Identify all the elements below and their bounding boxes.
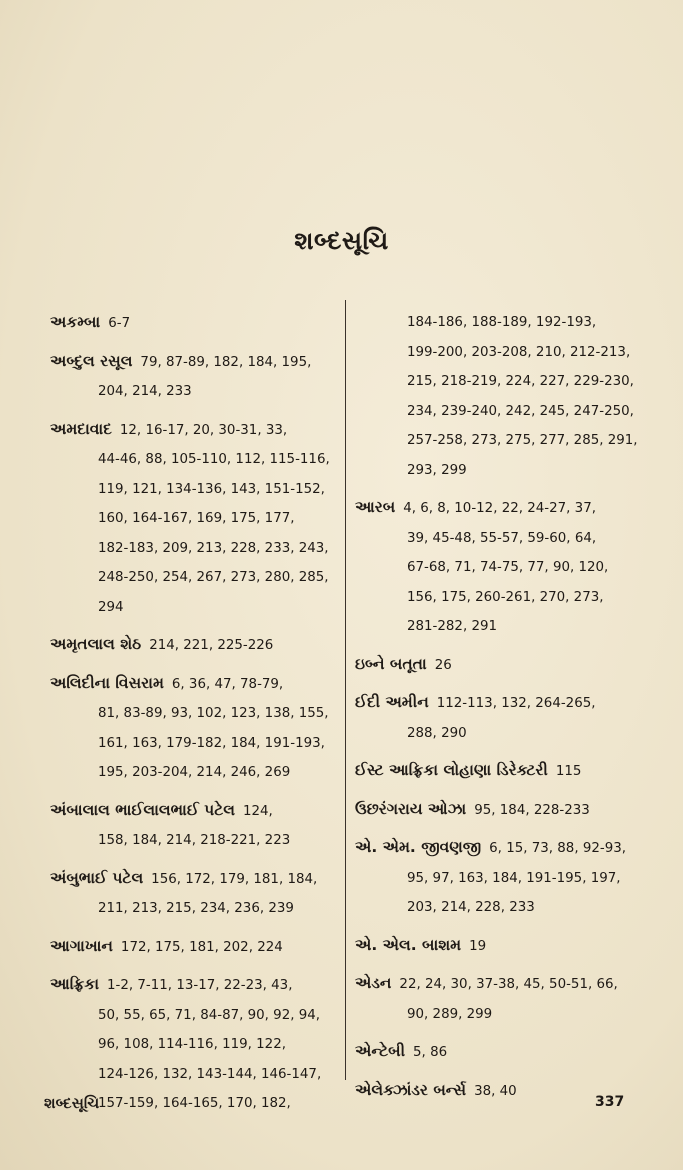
index-entry	[355, 493, 665, 642]
index-entry-line	[355, 367, 665, 397]
page-references: 115	[555, 764, 582, 779]
index-entry-line	[50, 1030, 350, 1060]
index-entry	[355, 969, 665, 1029]
index-entry-line	[50, 445, 350, 475]
page-references: 182-183, 209, 213, 228, 233, 243,	[98, 540, 329, 556]
index-entry	[355, 756, 665, 787]
page-number: 337	[595, 1094, 625, 1110]
page-references: 90, 289, 299	[407, 1006, 493, 1022]
index-term: એલેક્ઝાંડર બર્ન્સ	[355, 1080, 467, 1099]
index-entry-line	[50, 347, 350, 378]
index-entry	[50, 415, 350, 623]
index-entry-line	[50, 796, 350, 827]
page-references: 293, 299	[407, 462, 467, 478]
page-references: 281-282, 291	[407, 619, 498, 634]
index-term: એ. એમ. જીવણજી	[355, 838, 482, 856]
index-entry-line	[355, 864, 665, 894]
index-entry-line	[355, 397, 665, 427]
page-references: 39, 45-48, 55-57, 59-60, 64,	[407, 530, 597, 546]
page-references: 38, 40	[474, 1083, 517, 1099]
page-references: 44-46, 88, 105-110, 112, 115-116,	[98, 452, 330, 467]
index-entry	[50, 864, 350, 924]
index-term: આગાખાન	[50, 936, 113, 955]
index-term: અબ્દુલ રસૂલ	[50, 351, 133, 370]
index-column-right	[355, 308, 665, 1114]
index-term: ઈદી અમીન	[355, 693, 429, 711]
index-entry-line	[50, 593, 350, 623]
index-entry-line	[50, 826, 350, 856]
page-references: 19	[469, 938, 487, 954]
index-term: આફ્રિકા	[50, 975, 100, 993]
index-term: એડન	[355, 974, 392, 992]
index-entry	[355, 1037, 665, 1068]
index-entry-line	[355, 650, 665, 681]
page-references: 5, 86	[413, 1045, 448, 1060]
index-entry-line	[50, 699, 350, 729]
page-references: 112-113, 132, 264-265,	[436, 696, 596, 711]
page-references: 204, 214, 233	[98, 384, 192, 399]
index-entry	[50, 932, 350, 963]
page-references: 1-2, 7-11, 13-17, 22-23, 43,	[107, 978, 293, 993]
index-entry-line	[50, 758, 350, 788]
index-entry	[50, 347, 350, 407]
page-references: 81, 83-89, 93, 102, 123, 138, 155,	[98, 706, 329, 721]
index-term: ઈસ્ટ આફ્રિકા લોહાણા ડિરેક્ટરી	[355, 761, 548, 779]
index-entry-line	[355, 426, 665, 456]
page-references: 6, 15, 73, 88, 92-93,	[489, 841, 627, 856]
index-entry-line	[50, 894, 350, 924]
page-references: 124,	[242, 803, 273, 819]
index-entry	[50, 669, 350, 788]
index-entry-line	[50, 563, 350, 593]
page-references: 288, 290	[407, 725, 467, 741]
page-references: 50, 55, 65, 71, 84-87, 90, 92, 94,	[98, 1007, 321, 1023]
index-entry-line	[50, 504, 350, 534]
index-entry	[50, 630, 350, 661]
index-entry	[355, 650, 665, 681]
index-entry-line	[355, 1037, 665, 1068]
index-entry	[355, 308, 665, 485]
page-references: 214, 221, 225-226	[149, 638, 274, 653]
index-entry-line	[50, 669, 350, 700]
page-references: 248-250, 254, 267, 273, 280, 285,	[98, 570, 329, 585]
index-entry-line	[50, 377, 350, 407]
index-entry-line	[50, 932, 350, 963]
index-entry	[50, 308, 350, 339]
index-entry	[355, 833, 665, 923]
page-references: 26	[434, 657, 452, 673]
index-entry-line	[355, 1000, 665, 1030]
index-entry-line	[355, 931, 665, 962]
index-entry-line	[355, 719, 665, 749]
page-references: 161, 163, 179-182, 184, 191-193,	[98, 735, 325, 751]
page-references: 79, 87-89, 182, 184, 195,	[140, 354, 312, 370]
index-entry-line	[50, 1060, 350, 1090]
page-references: 234, 239-240, 242, 245, 247-250,	[407, 403, 634, 419]
page-references: 211, 213, 215, 234, 236, 239	[98, 901, 294, 916]
page-title: શબ્દસૂચિ	[294, 226, 389, 255]
index-term: અમૃતલાલ શેઠ	[50, 635, 142, 653]
page-references: 22, 24, 30, 37-38, 45, 50-51, 66,	[399, 977, 618, 992]
page-references: 95, 184, 228-233	[474, 802, 590, 818]
index-entry-line	[50, 630, 350, 661]
index-column-left	[50, 308, 350, 1127]
page-references: 215, 218-219, 224, 227, 229-230,	[407, 374, 634, 389]
page-references: 6-7	[108, 316, 131, 331]
page-references: 12, 16-17, 20, 30-31, 33,	[119, 422, 288, 438]
index-entry-line	[355, 612, 665, 642]
index-entry-line	[50, 729, 350, 759]
page-references: 6, 36, 47, 78-79,	[171, 676, 284, 692]
index-entry-line	[355, 338, 665, 368]
index-entry-line	[355, 493, 665, 524]
index-entry-line	[50, 1001, 350, 1031]
page-references: 124-126, 132, 143-144, 146-147,	[98, 1066, 322, 1082]
index-term: અમદાવાદ	[50, 419, 112, 438]
index-entry-line	[355, 583, 665, 613]
page-references: 160, 164-167, 169, 175, 177,	[98, 511, 295, 526]
index-term: એ. એલ. બાશમ	[355, 935, 462, 954]
page-references: 294	[98, 599, 124, 615]
page-references: 257-258, 273, 275, 277, 285, 291,	[407, 433, 638, 448]
index-term: ઉછરંગરાય ઓઝા	[355, 799, 467, 818]
index-entry-line	[355, 756, 665, 787]
index-entry-line	[355, 795, 665, 826]
index-entry	[50, 796, 350, 856]
index-term: અલિદીના વિસરામ	[50, 673, 164, 692]
page-references: 95, 97, 163, 184, 191-195, 197,	[407, 870, 621, 886]
page-references: 199-200, 203-208, 210, 212-213,	[407, 344, 631, 360]
page-references: 96, 108, 114-116, 119, 122,	[98, 1037, 286, 1052]
index-entry-line	[50, 864, 350, 895]
index-entry-line	[355, 969, 665, 1000]
index-entry-line	[355, 456, 665, 486]
page-references: 157-159, 164-165, 170, 182,	[98, 1096, 291, 1111]
index-entry	[355, 931, 665, 962]
index-term: અંબાલાલ ભાઈલાલભાઈ પટેલ	[50, 800, 235, 819]
index-term: અકમ્બા	[50, 313, 101, 331]
page-references: 156, 175, 260-261, 270, 273,	[407, 589, 604, 605]
page-references: 119, 121, 134-136, 143, 151-152,	[98, 481, 325, 497]
page-references: 158, 184, 214, 218-221, 223	[98, 833, 291, 848]
index-entry-line	[50, 475, 350, 505]
index-term: ઇબ્ને બતૂતા	[355, 654, 427, 673]
page-references: 184-186, 188-189, 192-193,	[407, 315, 597, 330]
index-entry	[355, 688, 665, 748]
page-references: 67-68, 71, 74-75, 77, 90, 120,	[407, 560, 609, 575]
index-entry-line	[355, 893, 665, 923]
index-entry-line	[355, 553, 665, 583]
index-entry-line	[50, 308, 350, 339]
index-entry-line	[50, 534, 350, 564]
index-entry	[355, 795, 665, 826]
index-entry-line	[355, 308, 665, 338]
page-references: 172, 175, 181, 202, 224	[120, 939, 283, 955]
index-term: આરબ	[355, 498, 396, 516]
page-references: 4, 6, 8, 10-12, 22, 24-27, 37,	[403, 501, 596, 516]
index-term: અંબુભાઈ પટેલ	[50, 868, 144, 887]
running-footer: શબ્દસૂચિ	[44, 1094, 100, 1112]
index-entry-line	[355, 833, 665, 864]
page-references: 195, 203-204, 214, 246, 269	[98, 765, 291, 780]
index-entry-line	[50, 415, 350, 446]
page-references: 203, 214, 228, 233	[407, 900, 535, 915]
index-entry-line	[50, 970, 350, 1001]
page-references: 156, 172, 179, 181, 184,	[151, 871, 318, 887]
index-term: એન્ટેબી	[355, 1042, 406, 1060]
index-entry-line	[355, 688, 665, 719]
index-entry-line	[355, 524, 665, 554]
